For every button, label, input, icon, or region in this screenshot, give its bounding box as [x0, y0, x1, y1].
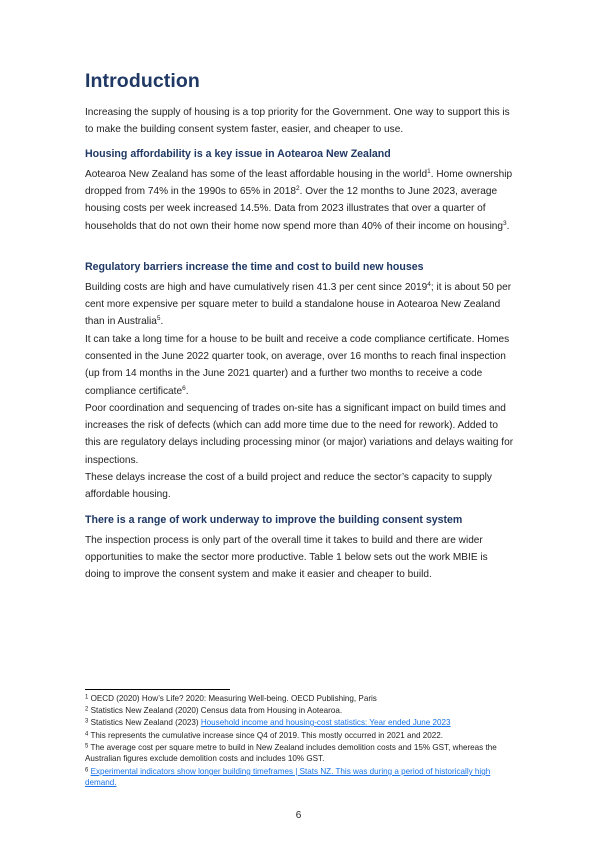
section-heading-regulatory: Regulatory barriers increase the time and cost to build new houses — [85, 261, 424, 273]
footnote-ref-2[interactable]: 2 — [296, 185, 300, 193]
section-heading-affordability: Housing affordability is a key issue in Aotearoa New Zealand — [85, 148, 391, 160]
footnote-ref-4[interactable]: 4 — [427, 281, 431, 288]
footnote-3-link[interactable]: Household income and housing-cost statistics: Year ended June 2023 — [200, 718, 451, 727]
footnote-4: $^4$ This represents the cumulative increase since Q4 of 2019. This mostly occurred in 2021 and 2022. — [85, 731, 444, 740]
footnote-6: $^6$ Experimental indicators show longer building timeframes | Stats NZ. This was during a period of historically high demand. — [85, 767, 491, 788]
footnote-3: $^3$ Statistics New Zealand (2023) Household income and housing-cost statistics: Year ended June 2023 — [85, 718, 451, 727]
footnote-2: $^2$ Statistics New Zealand (2020) Census data from Housing in Aotearoa. — [85, 706, 343, 715]
coordination-paragraph: Poor coordination and sequencing of trades on-site has a significant impact on build times and increases the risk of defects (which can add more time due to the need for rework). Added to this are regulatory delays including processing minor (or major) variations and delays waiting for inspections. — [85, 403, 514, 466]
building-costs-paragraph: Building costs are high and have cumulatively risen 41.3 per cent since 2019$^4$; it is about 50 per cent more expensive per square meter to build a standalone house in Aotearoa New Zealand than in Australia$^5$. — [85, 281, 512, 328]
footnote-5: $^5$ The average cost per square metre to build in New Zealand includes demolition costs and 15% GST, whereas the Australian figures exclude demolition costs and includes 10% GST. — [85, 743, 497, 764]
footnote-ref-3[interactable]: 3 — [503, 219, 507, 227]
page-number: 6 — [295, 810, 302, 821]
timeframes-paragraph: It can take a long time for a house to be built and receive a code compliance certificate. Homes consented in the June 2022 quarter took, on average, over 16 months to reach final inspection (up from 14 months in the June 2021 quarter) and a further two months to receive a code compliance certificate$^6$. — [85, 334, 510, 397]
intro-paragraph: Increasing the supply of housing is a top priority for the Government. One way to support this is to make the building consent system faster, easier, and cheaper to use. — [85, 107, 510, 136]
footnote-ref-5[interactable]: 5 — [156, 315, 161, 323]
affordability-paragraph: Aotearoa New Zealand has some of the least affordable housing in the world$^1$. Home ownership dropped from 74% in the 1990s to 65% in 2018$^2$. Over the 12 months to June 2023, average housing costs per week increased 14.5%. Data from 2023 illustrates that over a quarter of households that do not own their home now spend more than 40% of their income on housing$^3$. — [85, 168, 513, 232]
footnote-ref-1[interactable]: 1 — [427, 168, 431, 175]
page-title: Introduction — [85, 70, 200, 92]
work-underway-paragraph: The inspection process is only part of the overall time it takes to build and there are wider opportunities to make the sector more productive. Table 1 below sets out the work MBIE is doing to improve the consent system and make it easier and cheaper to build. — [85, 535, 488, 581]
section-heading-work-underway: There is a range of work underway to improve the building consent system — [85, 514, 463, 526]
footnote-ref-6[interactable]: 6 — [182, 384, 186, 392]
footnote-6-link[interactable]: Experimental indicators show longer building timeframes | Stats NZ. This was during a period of historically high demand. — [85, 767, 491, 788]
footnote-1: $^1$ OECD (2020) How’s Life? 2020: Measuring Well-being. OECD Publishing, Paris — [85, 694, 377, 703]
delays-paragraph: These delays increase the cost of a build project and reduce the sector’s capacity to supply affordable housing. — [85, 472, 492, 501]
footnote-separator — [85, 689, 230, 690]
